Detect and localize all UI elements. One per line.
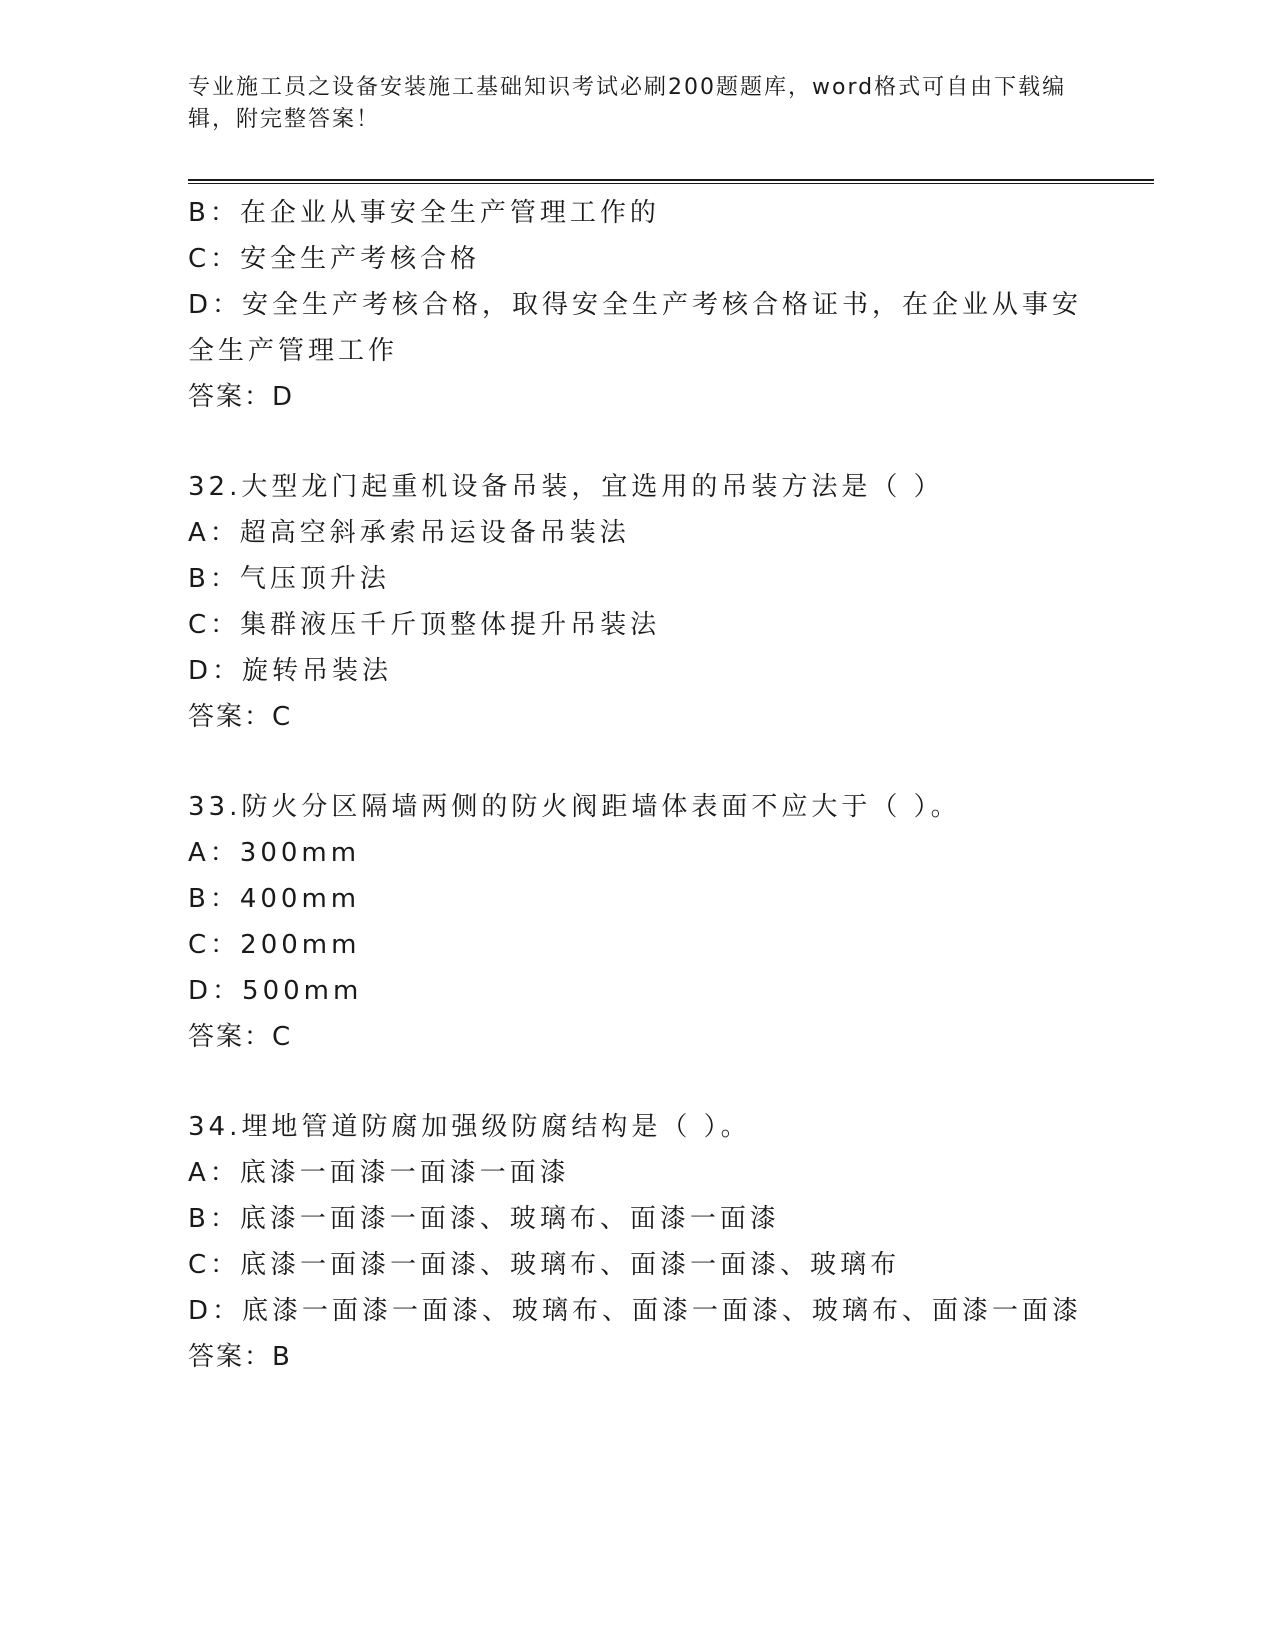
option-b: B：底漆一面漆一面漆、玻璃布、面漆一面漆 xyxy=(188,1204,780,1234)
answer-line: 答案：C xyxy=(188,1022,293,1052)
question-stem: 32.大型龙门起重机设备吊装，宜选用的吊装方法是（ ） xyxy=(188,472,944,502)
option-d: D：旋转吊装法 xyxy=(188,656,393,686)
option-d: D：安全生产考核合格，取得安全生产考核合格证书，在企业从事安全生产管理工作 xyxy=(188,290,1083,366)
answer-line: 答案：C xyxy=(188,702,293,732)
question-stem: 33.防火分区隔墙两侧的防火阀距墙体表面不应大于（ ）。 xyxy=(188,792,961,822)
option-c: C：安全生产考核合格 xyxy=(188,244,481,274)
option-d: D：底漆一面漆一面漆、玻璃布、面漆一面漆、玻璃布、面漆一面漆 xyxy=(188,1296,1083,1326)
header-rule-thick xyxy=(188,179,1154,181)
question-33 xyxy=(188,784,1088,1060)
header-rule-thin xyxy=(188,183,1154,184)
option-b: B：在企业从事安全生产管理工作的 xyxy=(188,198,660,228)
question-34 xyxy=(188,1104,1088,1380)
option-b: B：400mm xyxy=(188,884,361,914)
option-a: A：底漆一面漆一面漆一面漆 xyxy=(188,1158,570,1188)
option-c: C：200mm xyxy=(188,930,361,960)
option-c: C：集群液压千斤顶整体提升吊装法 xyxy=(188,610,661,640)
question-content xyxy=(188,190,1088,1380)
question-32 xyxy=(188,464,1088,740)
option-a: A：超高空斜承索吊运设备吊装法 xyxy=(188,518,630,548)
continued-question xyxy=(188,190,1088,420)
option-d: D：500mm xyxy=(188,976,363,1006)
option-a: A：300mm xyxy=(188,838,361,868)
document-header: 专业施工员之设备安装施工基础知识考试必刷200题题库，word格式可自由下载编辑，附完整答案！ xyxy=(188,75,1067,132)
option-b: B：气压顶升法 xyxy=(188,564,390,594)
question-stem: 34.埋地管道防腐加强级防腐结构是（ ）。 xyxy=(188,1112,751,1142)
answer-line: 答案：B xyxy=(188,1342,292,1372)
answer-line: 答案：D xyxy=(188,382,295,412)
option-c: C：底漆一面漆一面漆、玻璃布、面漆一面漆、玻璃布 xyxy=(188,1250,901,1280)
